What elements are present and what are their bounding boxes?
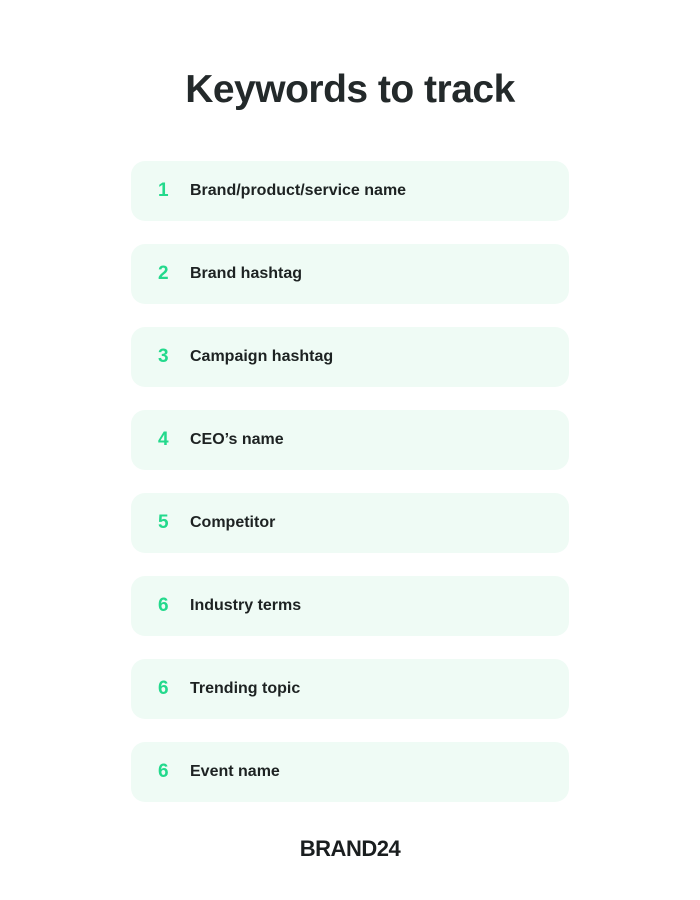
list-item [131,327,569,387]
item-number: 3 [158,346,169,367]
item-number: 1 [158,180,169,201]
list-item [131,161,569,221]
item-number: 6 [158,761,169,782]
item-number: 6 [158,595,169,616]
item-number: 6 [158,678,169,699]
item-label: CEO’s name [190,431,284,448]
item-number: 4 [158,429,169,450]
item-label: Brand/product/service name [190,182,407,199]
list-item [131,493,569,553]
item-label: Event name [190,763,280,780]
list-item [131,244,569,304]
keyword-list [131,161,569,825]
brand-logo: BRAND24 [299,836,401,861]
item-label: Brand hashtag [190,265,303,282]
list-item [131,659,569,719]
list-item [131,410,569,470]
item-label: Industry terms [190,597,302,614]
item-number: 5 [158,512,169,533]
item-label: Competitor [190,514,276,531]
item-label: Campaign hashtag [190,348,334,365]
page-title: Keywords to track [185,68,515,111]
item-number: 2 [158,263,169,284]
list-item [131,742,569,802]
item-label: Trending topic [190,680,301,697]
list-item [131,576,569,636]
